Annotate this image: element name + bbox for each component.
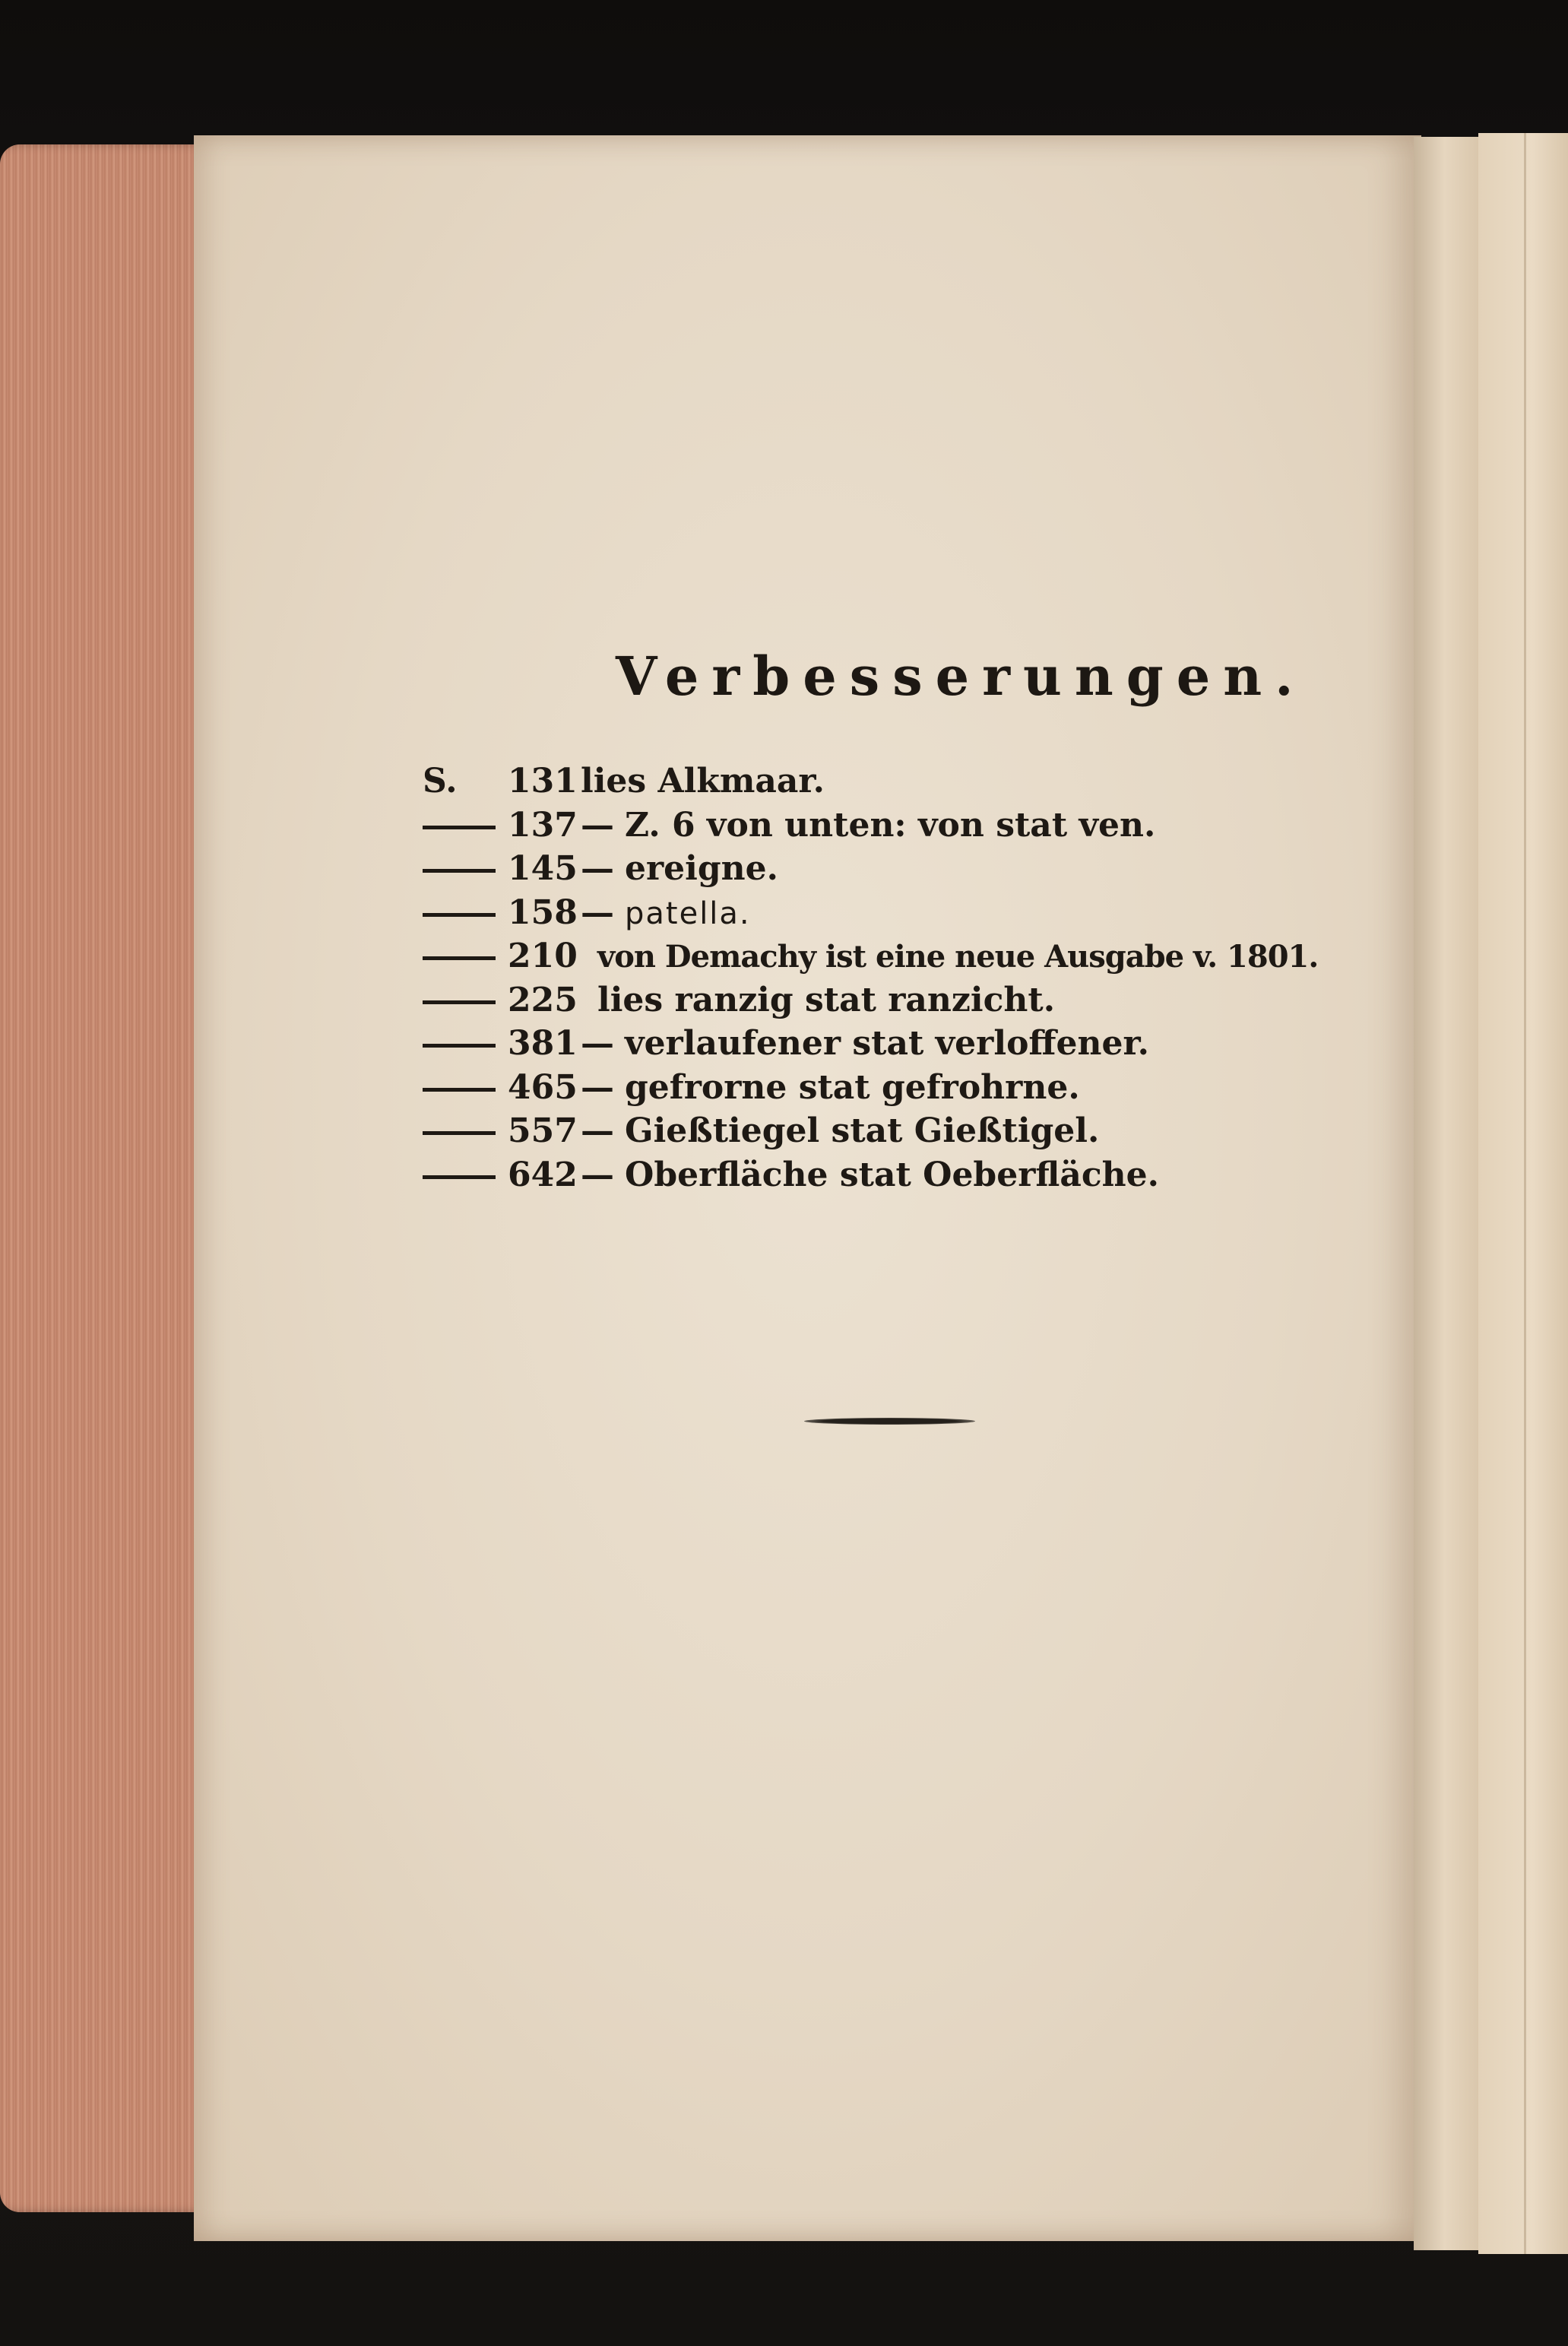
dash-mark (423, 1088, 496, 1092)
errata-entry (423, 762, 825, 807)
separator: — (581, 849, 614, 888)
page-number: 137 (508, 805, 578, 845)
errata-entry (423, 1024, 1149, 1070)
separator: — (581, 1155, 614, 1194)
errata-entry (423, 1156, 1159, 1201)
errata-entry (423, 1111, 1099, 1157)
correction-text: von Demachy ist eine neue Ausgabe v. 1801. (597, 939, 1319, 975)
errata-entry (423, 981, 1055, 1026)
page-number: 642 (508, 1155, 578, 1194)
page-number: 381 (508, 1024, 578, 1063)
page-number: 158 (508, 892, 578, 932)
dash-mark (423, 956, 496, 960)
correction-text: Oberfläche stat Oeberfläche. (625, 1155, 1159, 1194)
separator: — (581, 1067, 614, 1107)
page-number: 131 (508, 762, 578, 800)
errata-entry (423, 937, 1318, 982)
errata-entry (423, 1068, 1080, 1114)
page-number: 465 (508, 1067, 578, 1107)
dash-mark (423, 1000, 496, 1004)
page-number: 225 (508, 980, 578, 1019)
dash-mark (423, 869, 496, 873)
separator: — (581, 1111, 614, 1150)
correction-text: patella. (625, 896, 751, 931)
correction-text: Z. 6 von unten: von stat ven. (625, 805, 1156, 845)
correction-text: verlaufener stat verloffener. (625, 1024, 1149, 1063)
dash-mark (423, 1175, 496, 1179)
correction-text: lies ranzig stat ranzicht. (597, 980, 1056, 1019)
dash-mark (423, 826, 496, 829)
page-prefix: S. (423, 762, 458, 800)
dash-mark (423, 1044, 496, 1048)
correction-text: Gießtiegel stat Gießtigel. (625, 1111, 1100, 1150)
dash-mark (423, 1131, 496, 1135)
separator: — (581, 805, 614, 845)
dash-mark (423, 913, 496, 917)
errata-entry (423, 893, 751, 939)
decorative-rule (804, 1418, 975, 1425)
page-number: 210 (508, 937, 578, 975)
correction-text: gefrorne stat gefrohrne. (625, 1067, 1080, 1107)
correction-text: lies Alkmaar. (581, 762, 825, 800)
correction-text: ereigne. (625, 849, 778, 888)
errata-entry (423, 849, 778, 895)
page-number: 145 (508, 849, 578, 888)
separator: — (581, 1024, 614, 1063)
errata-entry (423, 806, 1155, 851)
separator: — (581, 892, 614, 932)
errata-heading: Verbesserungen. (616, 645, 1307, 708)
page-number: 557 (508, 1111, 578, 1150)
